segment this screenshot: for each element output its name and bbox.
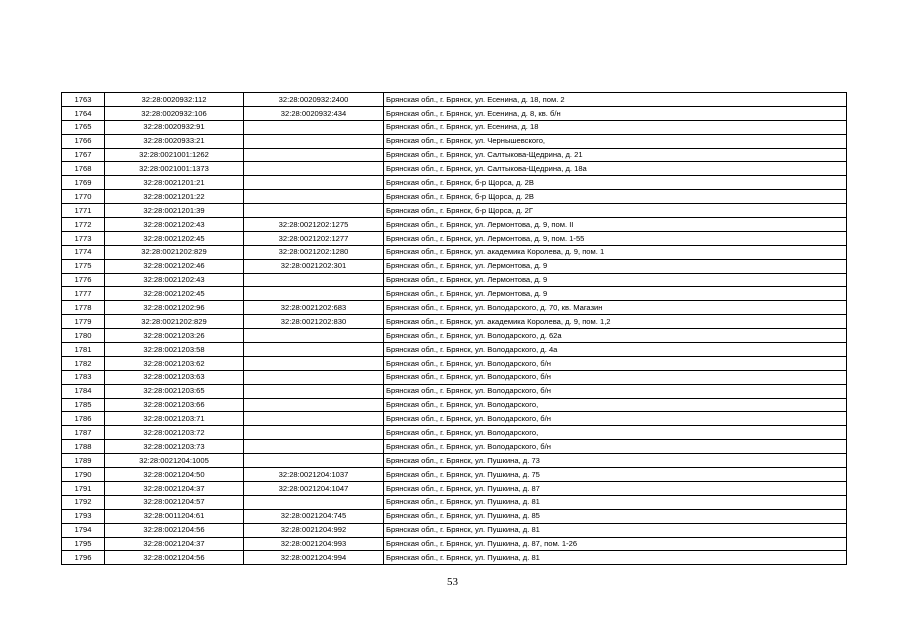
address-cell: Брянская обл., г. Брянск, ул. Лермонтова, д. 9 (384, 287, 847, 301)
cadastral-number-cell: 32:28:0021203:62 (105, 356, 244, 370)
table-row (62, 426, 847, 440)
table-row (62, 384, 847, 398)
address-cell: Брянская обл., г. Брянск, ул. Володарского, б/н (384, 412, 847, 426)
object-cadastral-number-cell (244, 370, 384, 384)
table-row (62, 356, 847, 370)
object-cadastral-number-cell: 32:28:0021204:1037 (244, 468, 384, 482)
object-cadastral-number-cell (244, 440, 384, 454)
row-number-cell: 1771 (62, 204, 105, 218)
object-cadastral-number-cell (244, 343, 384, 357)
cadastral-number-cell: 32:28:0021204:37 (105, 537, 244, 551)
table-row (62, 93, 847, 107)
address-cell: Брянская обл., г. Брянск, ул. Салтыкова-Щедрина, д. 18а (384, 162, 847, 176)
address-cell: Брянская обл., г. Брянск, ул. Лермонтова, д. 9 (384, 273, 847, 287)
table-row (62, 245, 847, 259)
row-number-cell: 1783 (62, 370, 105, 384)
address-cell: Брянская обл., г. Брянск, ул. Володарского, д. 70, кв. Магазин (384, 301, 847, 315)
object-cadastral-number-cell (244, 204, 384, 218)
table-row (62, 440, 847, 454)
row-number-cell: 1766 (62, 134, 105, 148)
row-number-cell: 1790 (62, 468, 105, 482)
cadastral-number-cell: 32:28:0021204:57 (105, 495, 244, 509)
object-cadastral-number-cell: 32:28:0021202:1277 (244, 231, 384, 245)
table-row (62, 481, 847, 495)
table-row (62, 287, 847, 301)
cadastral-number-cell: 32:28:0020932:112 (105, 93, 244, 107)
address-cell: Брянская обл., г. Брянск, ул. Володарского, (384, 398, 847, 412)
row-number-cell: 1795 (62, 537, 105, 551)
object-cadastral-number-cell (244, 495, 384, 509)
address-cell: Брянская обл., г. Брянск, ул. Пушкина, д. 87 (384, 481, 847, 495)
table-row (62, 343, 847, 357)
cadastral-number-cell: 32:28:0021202:46 (105, 259, 244, 273)
row-number-cell: 1784 (62, 384, 105, 398)
table-row (62, 370, 847, 384)
address-cell: Брянская обл., г. Брянск, ул. Лермонтова, д. 9, пом. 1-55 (384, 231, 847, 245)
row-number-cell: 1777 (62, 287, 105, 301)
row-number-cell: 1789 (62, 454, 105, 468)
cadastral-number-cell: 32:28:0021201:39 (105, 204, 244, 218)
cadastral-number-cell: 32:28:0021203:26 (105, 329, 244, 343)
table-row (62, 454, 847, 468)
table-row (62, 329, 847, 343)
address-cell: Брянская обл., г. Брянск, ул. Есенина, д. 8, кв. б/н (384, 106, 847, 120)
cadastral-number-cell: 32:28:0021203:65 (105, 384, 244, 398)
row-number-cell: 1788 (62, 440, 105, 454)
table-row (62, 301, 847, 315)
address-cell: Брянская обл., г. Брянск, ул. Лермонтова, д. 9 (384, 259, 847, 273)
object-cadastral-number-cell: 32:28:0021204:745 (244, 509, 384, 523)
object-cadastral-number-cell: 32:28:0021202:1280 (244, 245, 384, 259)
row-number-cell: 1770 (62, 190, 105, 204)
object-cadastral-number-cell (244, 384, 384, 398)
address-cell: Брянская обл., г. Брянск, б-р Щорса, д. 2В (384, 190, 847, 204)
address-cell: Брянская обл., г. Брянск, ул. Володарского, б/н (384, 384, 847, 398)
object-cadastral-number-cell (244, 287, 384, 301)
row-number-cell: 1775 (62, 259, 105, 273)
row-number-cell: 1764 (62, 106, 105, 120)
cadastral-number-cell: 32:28:0020933:21 (105, 134, 244, 148)
address-cell: Брянская обл., г. Брянск, ул. Володарского, д. 4а (384, 343, 847, 357)
table-row (62, 551, 847, 565)
table-row (62, 120, 847, 134)
cadastral-number-cell: 32:28:0021204:56 (105, 551, 244, 565)
table-row (62, 106, 847, 120)
address-cell: Брянская обл., г. Брянск, ул. академика Королева, д. 9, пом. 1 (384, 245, 847, 259)
object-cadastral-number-cell (244, 426, 384, 440)
object-cadastral-number-cell: 32:28:0021204:993 (244, 537, 384, 551)
object-cadastral-number-cell (244, 162, 384, 176)
object-cadastral-number-cell (244, 190, 384, 204)
cadastral-number-cell: 32:28:0021203:73 (105, 440, 244, 454)
object-cadastral-number-cell (244, 356, 384, 370)
address-cell: Брянская обл., г. Брянск, ул. Пушкина, д. 75 (384, 468, 847, 482)
object-cadastral-number-cell: 32:28:0021202:1275 (244, 218, 384, 232)
address-cell: Брянская обл., г. Брянск, ул. Володарского, б/н (384, 356, 847, 370)
page-number: 53 (447, 576, 458, 588)
address-cell: Брянская обл., г. Брянск, ул. Пушкина, д. 73 (384, 454, 847, 468)
table-row (62, 398, 847, 412)
object-cadastral-number-cell: 32:28:0021202:301 (244, 259, 384, 273)
table-row (62, 412, 847, 426)
address-cell: Брянская обл., г. Брянск, ул. Володарского, (384, 426, 847, 440)
row-number-cell: 1781 (62, 343, 105, 357)
object-cadastral-number-cell (244, 412, 384, 426)
object-cadastral-number-cell (244, 398, 384, 412)
cadastral-number-cell: 32:28:0021202:96 (105, 301, 244, 315)
object-cadastral-number-cell: 32:28:0020932:2400 (244, 93, 384, 107)
table-row (62, 134, 847, 148)
row-number-cell: 1763 (62, 93, 105, 107)
row-number-cell: 1780 (62, 329, 105, 343)
address-cell: Брянская обл., г. Брянск, ул. академика Королева, д. 9, пом. 1,2 (384, 315, 847, 329)
row-number-cell: 1779 (62, 315, 105, 329)
cadastral-number-cell: 32:28:0021201:21 (105, 176, 244, 190)
row-number-cell: 1785 (62, 398, 105, 412)
table-row (62, 509, 847, 523)
table-row (62, 523, 847, 537)
object-cadastral-number-cell: 32:28:0021202:683 (244, 301, 384, 315)
address-cell: Брянская обл., г. Брянск, ул. Пушкина, д. 81 (384, 551, 847, 565)
cadastral-number-cell: 32:28:0021204:37 (105, 481, 244, 495)
object-cadastral-number-cell (244, 176, 384, 190)
cadastral-number-cell: 32:28:0020932:106 (105, 106, 244, 120)
address-cell: Брянская обл., г. Брянск, ул. Володарского, б/н (384, 370, 847, 384)
address-cell: Брянская обл., г. Брянск, ул. Салтыкова-Щедрина, д. 21 (384, 148, 847, 162)
row-number-cell: 1796 (62, 551, 105, 565)
table-row (62, 148, 847, 162)
object-cadastral-number-cell (244, 148, 384, 162)
cadastral-number-cell: 32:28:0021202:43 (105, 218, 244, 232)
table-row (62, 190, 847, 204)
cadastral-number-cell: 32:28:0021202:829 (105, 245, 244, 259)
cadastral-number-cell: 32:28:0021202:45 (105, 287, 244, 301)
row-number-cell: 1778 (62, 301, 105, 315)
cadastral-number-cell: 32:28:0021203:72 (105, 426, 244, 440)
cadastral-number-cell: 32:28:0021203:66 (105, 398, 244, 412)
address-cell: Брянская обл., г. Брянск, б-р Щорса, д. 2Г (384, 204, 847, 218)
cadastral-number-cell: 32:28:0021202:45 (105, 231, 244, 245)
row-number-cell: 1782 (62, 356, 105, 370)
table-row (62, 537, 847, 551)
row-number-cell: 1793 (62, 509, 105, 523)
address-cell: Брянская обл., г. Брянск, ул. Пушкина, д. 85 (384, 509, 847, 523)
cadastral-number-cell: 32:28:0021203:63 (105, 370, 244, 384)
registry-table-body (62, 93, 847, 565)
row-number-cell: 1768 (62, 162, 105, 176)
address-cell: Брянская обл., г. Брянск, ул. Володарского, д. 62а (384, 329, 847, 343)
row-number-cell: 1773 (62, 231, 105, 245)
row-number-cell: 1792 (62, 495, 105, 509)
row-number-cell: 1786 (62, 412, 105, 426)
address-cell: Брянская обл., г. Брянск, ул. Есенина, д. 18 (384, 120, 847, 134)
row-number-cell: 1774 (62, 245, 105, 259)
registry-table (61, 92, 847, 565)
row-number-cell: 1787 (62, 426, 105, 440)
cadastral-number-cell: 32:28:0021001:1373 (105, 162, 244, 176)
address-cell: Брянская обл., г. Брянск, ул. Чернышевского, (384, 134, 847, 148)
address-cell: Брянская обл., г. Брянск, ул. Пушкина, д. 81 (384, 495, 847, 509)
row-number-cell: 1791 (62, 481, 105, 495)
cadastral-number-cell: 32:28:0021202:829 (105, 315, 244, 329)
row-number-cell: 1776 (62, 273, 105, 287)
row-number-cell: 1772 (62, 218, 105, 232)
cadastral-number-cell: 32:28:0020932:91 (105, 120, 244, 134)
address-cell: Брянская обл., г. Брянск, ул. Володарского, б/н (384, 440, 847, 454)
table-row (62, 162, 847, 176)
object-cadastral-number-cell (244, 329, 384, 343)
row-number-cell: 1767 (62, 148, 105, 162)
cadastral-number-cell: 32:28:0021203:71 (105, 412, 244, 426)
cadastral-number-cell: 32:28:0021203:58 (105, 343, 244, 357)
table-row (62, 204, 847, 218)
table-row (62, 259, 847, 273)
table-row (62, 231, 847, 245)
object-cadastral-number-cell (244, 120, 384, 134)
address-cell: Брянская обл., г. Брянск, ул. Пушкина, д. 87, пом. 1-26 (384, 537, 847, 551)
object-cadastral-number-cell: 32:28:0020932:434 (244, 106, 384, 120)
object-cadastral-number-cell: 32:28:0021204:994 (244, 551, 384, 565)
address-cell: Брянская обл., г. Брянск, ул. Есенина, д. 18, пом. 2 (384, 93, 847, 107)
object-cadastral-number-cell (244, 454, 384, 468)
address-cell: Брянская обл., г. Брянск, ул. Лермонтова, д. 9, пом. II (384, 218, 847, 232)
cadastral-number-cell: 32:28:0021204:1005 (105, 454, 244, 468)
cadastral-number-cell: 32:28:0021204:56 (105, 523, 244, 537)
object-cadastral-number-cell (244, 134, 384, 148)
table-row (62, 468, 847, 482)
object-cadastral-number-cell: 32:28:0021204:992 (244, 523, 384, 537)
row-number-cell: 1765 (62, 120, 105, 134)
row-number-cell: 1769 (62, 176, 105, 190)
cadastral-number-cell: 32:28:0021001:1262 (105, 148, 244, 162)
address-cell: Брянская обл., г. Брянск, б-р Щорса, д. 2В (384, 176, 847, 190)
row-number-cell: 1794 (62, 523, 105, 537)
table-row (62, 273, 847, 287)
table-row (62, 218, 847, 232)
object-cadastral-number-cell: 32:28:0021204:1047 (244, 481, 384, 495)
cadastral-number-cell: 32:28:0021201:22 (105, 190, 244, 204)
cadastral-number-cell: 32:28:0021202:43 (105, 273, 244, 287)
cadastral-number-cell: 32:28:0011204:61 (105, 509, 244, 523)
address-cell: Брянская обл., г. Брянск, ул. Пушкина, д. 81 (384, 523, 847, 537)
table-row (62, 176, 847, 190)
table-row (62, 315, 847, 329)
object-cadastral-number-cell (244, 273, 384, 287)
table-row (62, 495, 847, 509)
cadastral-number-cell: 32:28:0021204:50 (105, 468, 244, 482)
object-cadastral-number-cell: 32:28:0021202:830 (244, 315, 384, 329)
